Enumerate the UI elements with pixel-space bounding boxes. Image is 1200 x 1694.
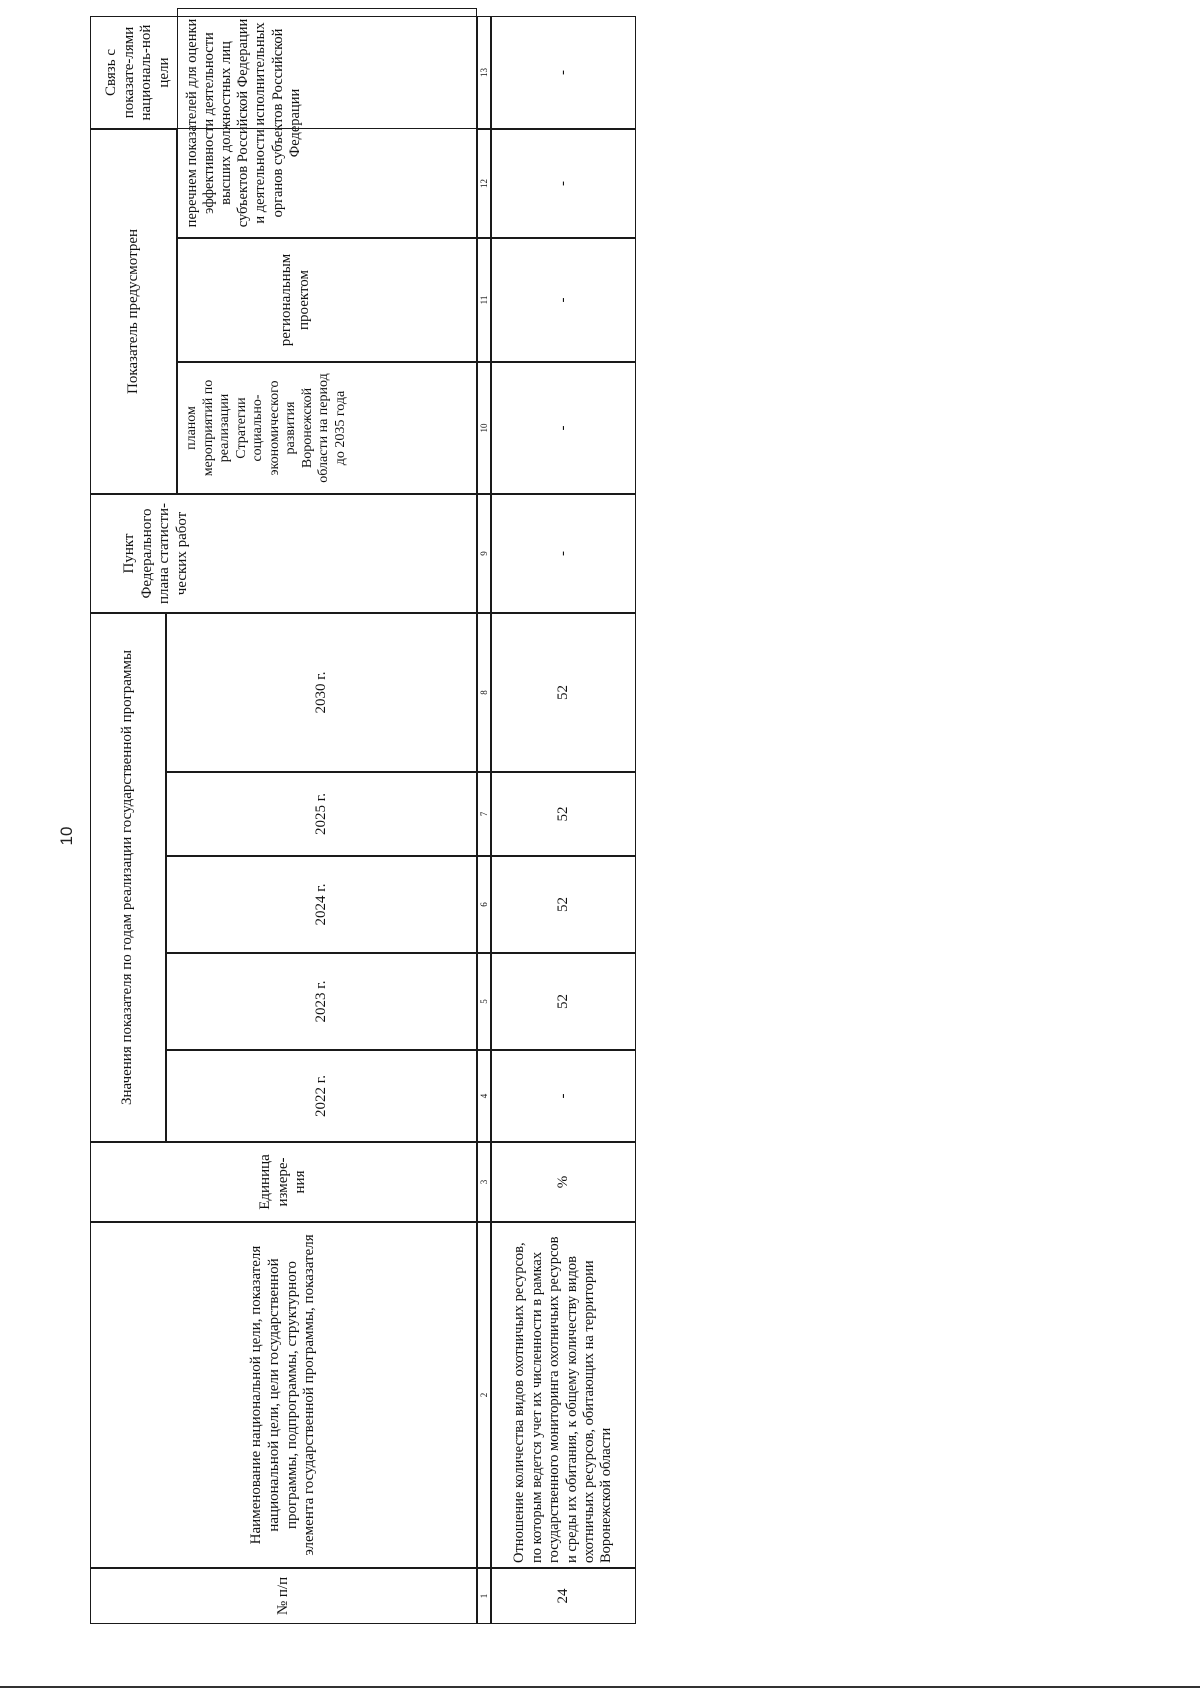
row-list: - bbox=[491, 129, 636, 238]
row-value-2024: 52 bbox=[491, 856, 636, 953]
row-value-2025: 52 bbox=[491, 772, 636, 856]
table-rotated-layout bbox=[90, 16, 636, 1624]
header-num: № п/п bbox=[90, 1568, 477, 1624]
col-number-1: 1 bbox=[477, 1568, 491, 1624]
header-year-2023: 2023 г. bbox=[166, 953, 477, 1050]
col-number-9: 9 bbox=[477, 494, 491, 613]
col-number-8: 8 bbox=[477, 613, 491, 772]
row-regional: - bbox=[491, 238, 636, 362]
header-provided-group: Показатель предусмотрен bbox=[90, 129, 177, 494]
header-regional: региональным проектом bbox=[177, 238, 477, 362]
col-number-10: 10 bbox=[477, 362, 491, 494]
header-plan: планом мероприятий по реализации Стратегии социально-экономического развития Воронежской области на период до 2035 года bbox=[177, 362, 477, 494]
row-value-2022: - bbox=[491, 1050, 636, 1142]
row-fpsr: - bbox=[491, 494, 636, 613]
row-num: 24 bbox=[491, 1568, 636, 1624]
col-number-13: 13 bbox=[477, 16, 491, 129]
page-bottom-rule bbox=[0, 1686, 1200, 1688]
header-year-2025: 2025 г. bbox=[166, 772, 477, 856]
row-unit: % bbox=[491, 1142, 636, 1222]
row-link: - bbox=[491, 16, 636, 129]
row-value-2023: 52 bbox=[491, 953, 636, 1050]
header-year-2024: 2024 г. bbox=[166, 856, 477, 953]
col-number-7: 7 bbox=[477, 772, 491, 856]
header-fpsr: Пункт Федерального плана статисти-ческих работ bbox=[90, 494, 477, 613]
row-name: Отношение количества видов охотничьих ресурсов, по которым ведется учет их численности в рамках государственного мониторинга охотничьих ресурсов и среды их обитания, к общему количеству видов охотничьих ресурсов, обитающих на территории Воронежской области bbox=[491, 1222, 636, 1568]
header-unit: Единица измере-ния bbox=[90, 1142, 477, 1222]
col-number-3: 3 bbox=[477, 1142, 491, 1222]
col-number-2: 2 bbox=[477, 1222, 491, 1568]
col-number-6: 6 bbox=[477, 856, 491, 953]
row-plan: - bbox=[491, 362, 636, 494]
header-name: Наименование национальной цели, показателя национальной цели, цели государственной программы, подпрограммы, структурного элемента государственной программы, показателя bbox=[90, 1222, 477, 1568]
header-link: Связь с показате-лями националь-ной цели bbox=[90, 16, 477, 129]
col-number-12: 12 bbox=[477, 129, 491, 238]
header-values-group: Значения показателя по годам реализации государственной программы bbox=[90, 613, 166, 1142]
header-year-2022: 2022 г. bbox=[166, 1050, 477, 1142]
page-number: 10 bbox=[57, 826, 76, 846]
col-number-5: 5 bbox=[477, 953, 491, 1050]
col-number-4: 4 bbox=[477, 1050, 491, 1142]
indicator-table bbox=[90, 16, 636, 1624]
header-list: перечнем показателей для оценки эффективности деятельности высших должностных лиц субъектов Российской Федерации и деятельности исполнительных органов субъектов Российской Федерации bbox=[177, 8, 477, 238]
col-number-11: 11 bbox=[477, 238, 491, 362]
row-value-2030: 52 bbox=[491, 613, 636, 772]
header-year-2030: 2030 г. bbox=[166, 613, 477, 772]
